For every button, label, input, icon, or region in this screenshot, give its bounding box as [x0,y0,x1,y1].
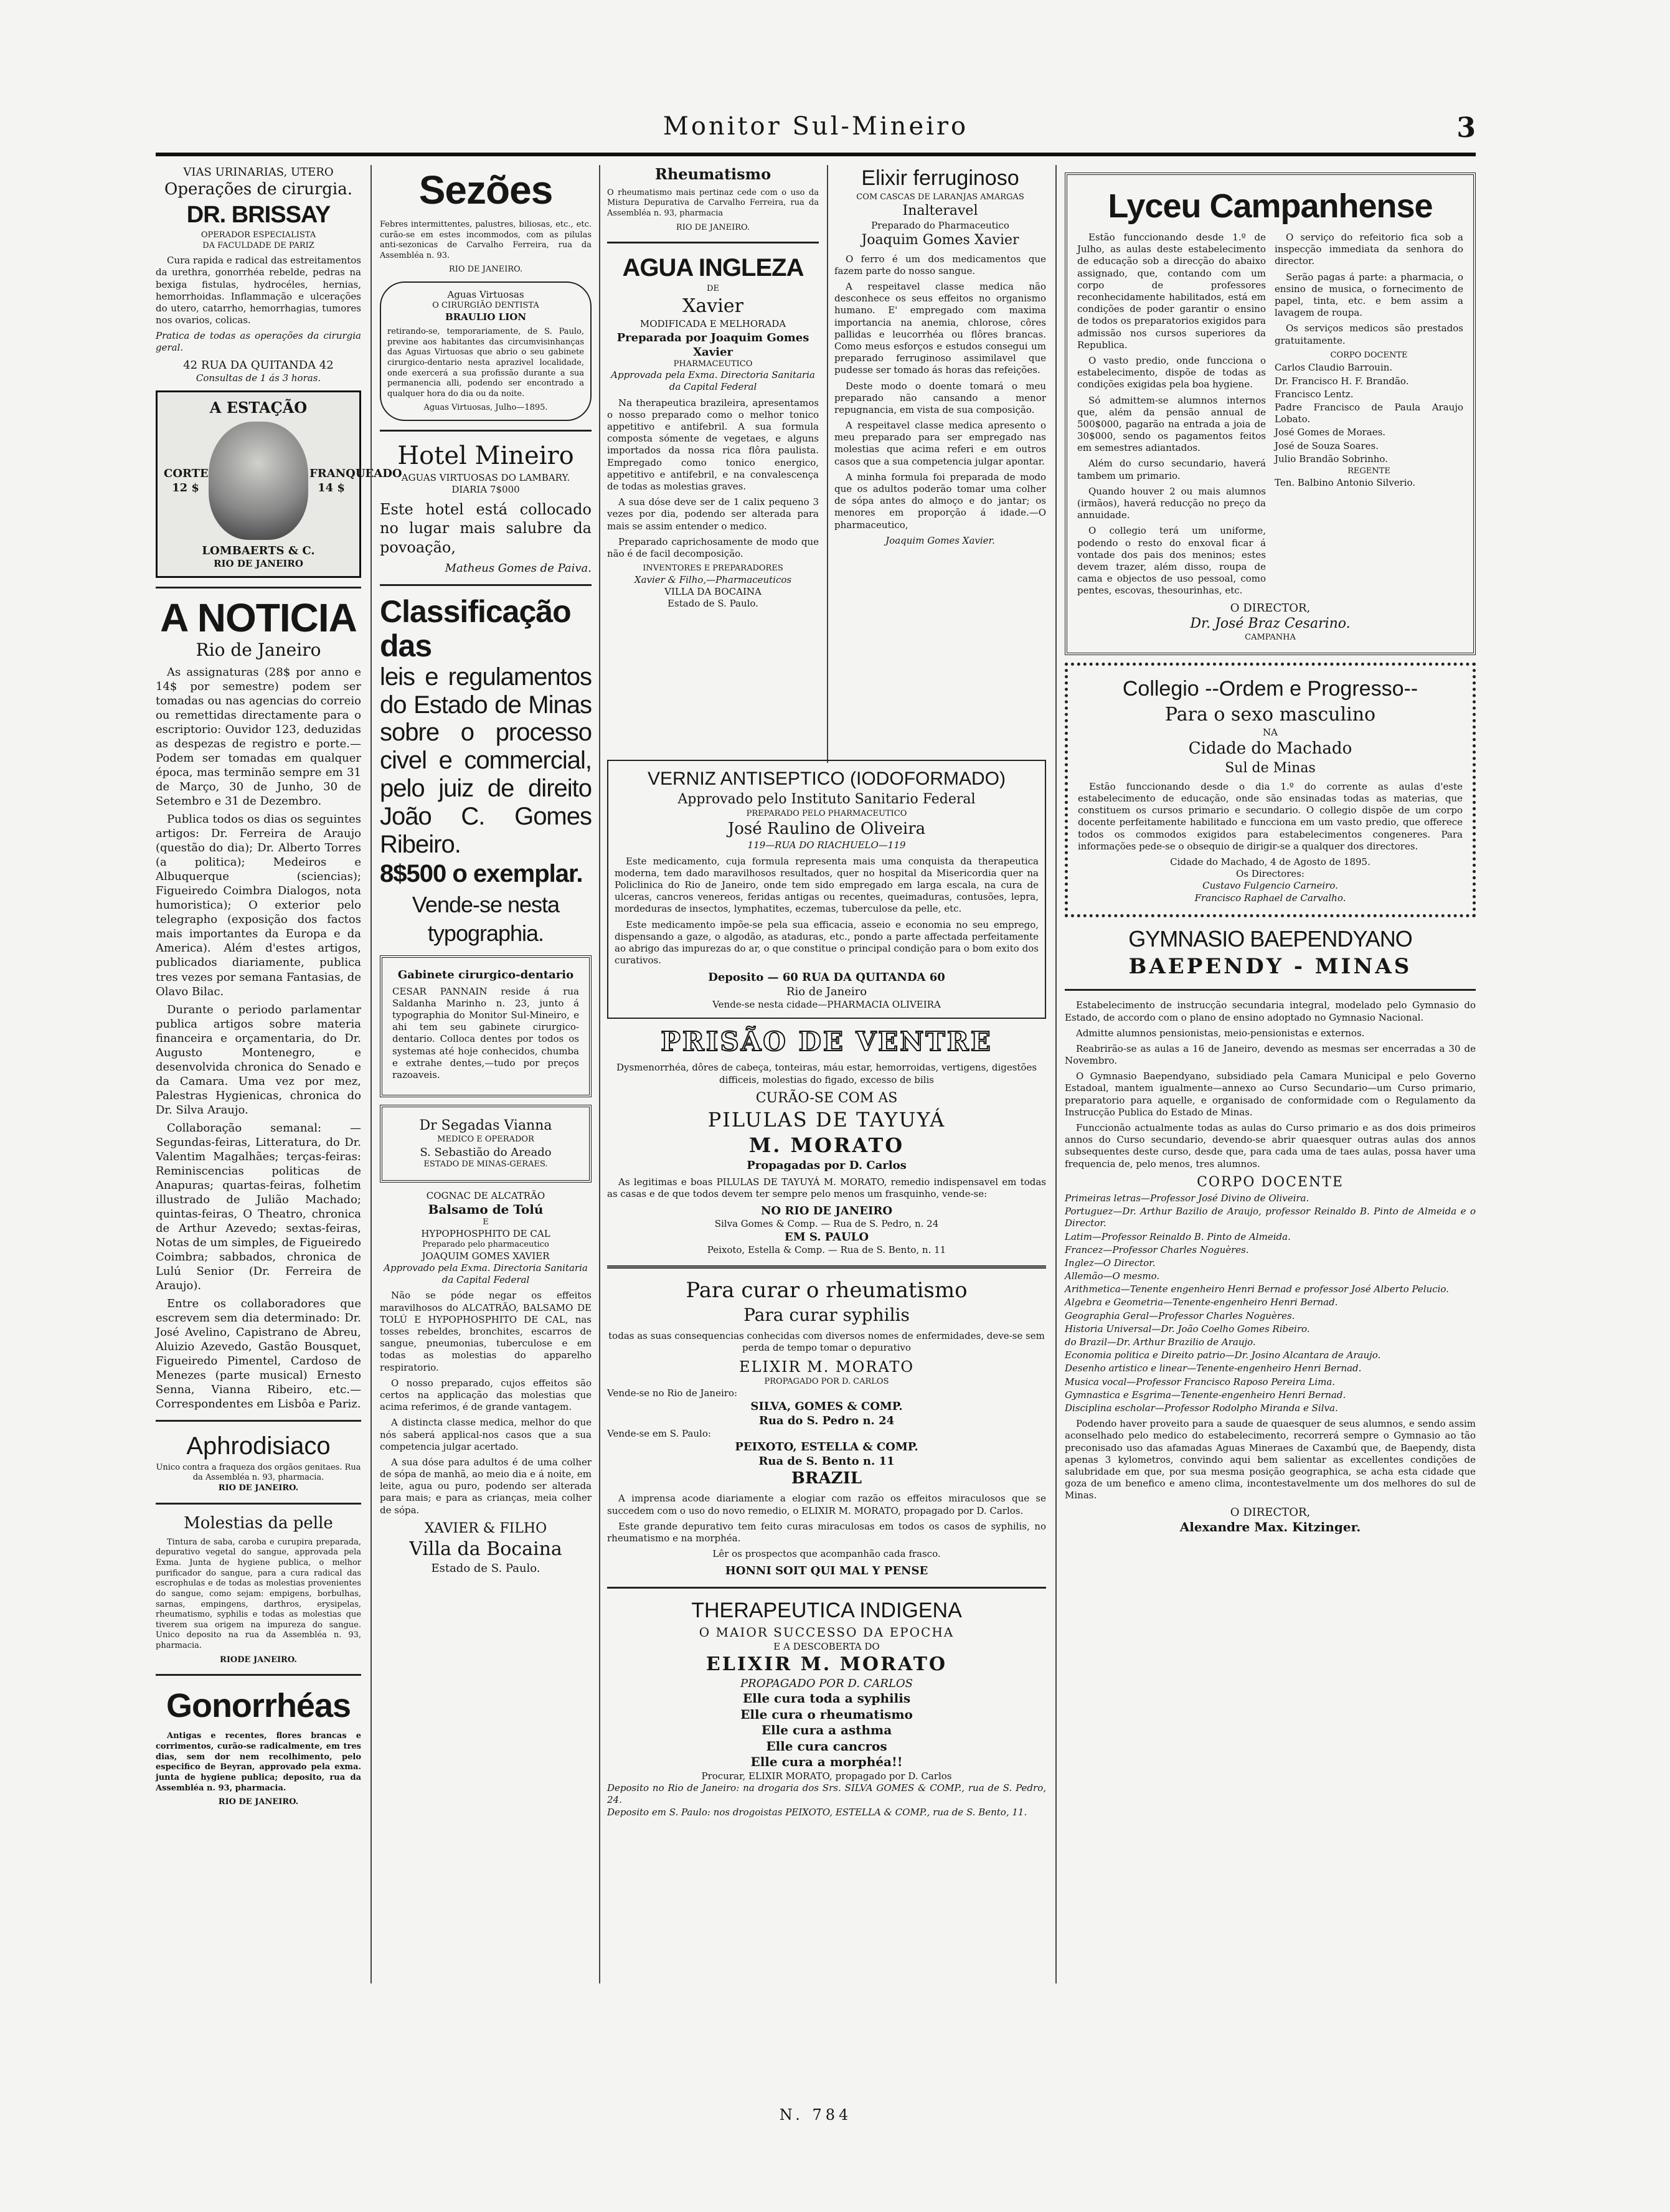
thera-line: Deposito em S. Paulo: nos drogoistas PEIXOTO, ESTELLA & COMP., rua de S. Bento, 11. [607,1806,1027,1818]
verniz-paragraph: Este medicamento impõe-se pela sua efficacia, asseio e economia no seu emprego, dispensando a gaze, o algodão, as ataduras, etc., pondo a parte affectada perfeitamente ao abrigo das impurezas do ar, o que constitue o principal condição para o bom exito dos curativos. [615,919,1039,967]
lyceu-regent-heading: REGENTE [1347,466,1390,476]
verniz-line: Approvado pelo Instituto Sanitario Federal [677,792,976,808]
estacao-publisher: LOMBAERTS & C. [202,544,315,557]
agua-line: Xavier & Filho,—Pharmaceuticos [634,574,792,585]
ad-heading: VIAS URINARIAS, UTERO [183,166,334,179]
ad-molestias-pelle [156,1513,361,1666]
staff-item: Dr. Francisco H. F. Brandão. [1275,375,1409,387]
ad-agua-ingleza [607,252,819,610]
curar-subtitle: Para curar syphilis [743,1305,910,1326]
pelle-body: Tintura de saba, caroba e curupira preparada, depurativo vegetal do sangue, approvada pela Exma. Junta de hygiene publica, o melhor purificador do sangue, para a cura radical das escrophulas e de todas as molestias provenientes do sangue, como sejam: empigens, borbulhas, sarnas, empingens, darthros, erysipelas, rheumatismo, syphilis e todas as molestias que tiverem sua origem na impureza do sangue. Unico deposito na rua da Assembléa n. 93, pharmacia. [156,1537,361,1651]
ad-classificacao [380,595,592,948]
collegio-date: Cidade do Machado, 4 de Agosto de 1895. [1170,856,1370,867]
gym-director-label: O DIRECTOR, [1230,1506,1311,1520]
ad-address: 42 RUA DA QUITANDA 42 [183,358,334,372]
hotel-price: DIARIA 7$000 [451,484,520,496]
ad-aphrodisiaco [156,1430,361,1493]
collegio-title: Collegio --Ordem e Progresso-- [1122,677,1418,701]
ad-gabinete [380,955,592,1098]
ad-segadas-vianna [380,1105,592,1182]
lyceu-place: CAMPANHA [1245,632,1296,642]
estacao-price-left: CORTE 12 $ [164,466,209,494]
curar-paragraph: Lêr os prospectos que acompanhão cada frasco. [712,1548,941,1560]
curar-line: SILVA, GOMES & COMP. [750,1399,903,1413]
divider [156,1674,361,1676]
elixir-paragraph: A respeitavel classe medica apresento o meu preparado para ser empregado nas molestias que acima referi e em outros casos que a sua competencia julgar apontar. [834,420,1046,467]
elixir-line: Inalteravel [902,203,978,219]
noticia-paragraph: Publica todos os dias os seguintes artigos: Dr. Ferreira de Araujo (questão do dia); Dr. Alberto Torres (a politica); Medeiros e Albuquerque (sciencias); Figueiredo Coimbra Dialogos, nota humoristica); O exterior pelo telegrapho (exposição dos factos mais importantes da Europa e da America). Além d'estes artigos, publicados diariamente, publica tres vezes por semana Fantasias, de Olavo Bilac. [156,813,361,998]
thera-title: THERAPEUTICA INDIGENA [691,1599,962,1623]
staff-item: Historia Universal—Dr. João Coelho Gomes Ribeiro. [1065,1323,1310,1335]
staff-item: Padre Francisco de Paula Araujo Lobato. [1275,401,1463,425]
gono-city: RIO DE JANEIRO. [218,1797,299,1807]
cognac-sign: XAVIER & FILHO [424,1520,547,1536]
staff-item: Inglez—O Director. [1065,1257,1156,1269]
sezoes-body: Febres intermittentes, palustres, biliosas, etc., etc. curão-se em estes incommodos, com as pilulas anti-sezonicas de Carvalho Ferreira, rua da Assembléa n. 93. [380,219,592,260]
curar-line: ELIXIR M. MORATO [738,1358,915,1376]
gym-paragraph: Reabrirão-se as aulas a 16 de Janeiro, devendo as mesmas ser encerradas a 30 de Novembro. [1065,1042,1476,1067]
rheum-city: RIO DE JANEIRO. [676,222,750,232]
elixir-signature: Joaquim Gomes Xavier. [885,534,995,546]
cognac-paragraph: A distincta classe medica, melhor do que nós saberá applical-nos casos que a sua competencia julgar acertado. [380,1417,592,1452]
curar-line: Vende-se em S. Paulo: [607,1427,711,1439]
portrait-illustration [209,422,308,540]
elixir-line: Joaquim Gomes Xavier [861,232,1019,248]
ad-lyceu-campanhense [1065,173,1476,655]
lyceu-paragraph: Além do curso secundario, haverá tambem um primario. [1077,458,1266,481]
verniz-city: Rio de Janeiro [786,985,867,999]
hotel-body: Este hotel está collocado no lugar mais salubre da povoação, [380,500,592,557]
gym-paragraph: Funccionão actualmente todas as aulas do Curso primario e as dos dois primeiros annos do Curso secundario, devendo-se abrir quaesquer outras aulas dos annos subsequentes deste curso, desde que, para cada uma de taes aulas, possa haver uma frequencia de, pelo menos, tres alumnos. [1065,1122,1476,1170]
gym-paragraph: Admitte alumnos pensionistas, meio-pensionistas e externos. [1076,1027,1365,1039]
ad-body: Pratica de todas as operações da cirurgia geral. [156,330,361,354]
prisao-line: PILULAS DE TAYUYÁ [707,1107,946,1132]
page-header-title: Monitor Sul-Mineiro [663,112,969,141]
staff-item: Algebra e Geometria—Tenente-engenheiro Henri Bernad. [1065,1297,1338,1308]
gym-paragraph: Podendo haver proveito para a saude de quaesquer de seus alumnos, e sendo assim aconselhado pelo medico do estabelecimento, recorrerá sempre o Gymnasio ao tão preconisado uso das afamadas Aguas Mineraes de Caxambú que, de Baependy, dista apenas 3 kylometros, convindo aqui bem salientar as excellentes condições de salubridade em que, por sua mesma posição geographica, se acha esta cidade que goza de um benefico e ameno clima, incontestavelmente um dos melhores do sul de Minas. [1065,1418,1476,1501]
gym-title: GYMNASIO BAEPENDYANO [1128,925,1412,952]
aguas-line: O CIRURGIÃO DENTISTA [432,301,539,311]
divider [607,242,819,243]
classif-body: leis e regulamentos do Estado de Minas sobre o processo civel e commercial, pelo juiz de direito João C. Gomes Ribeiro. [380,663,592,858]
cognac-paragraph: Não se póde negar os effeitos maravilhosos do ALCATRÃO, BALSAMO DE TOLÚ E HYPOPHOSPHITO DE CAL, nas tosses rebeldes, bronchites, escarros de sangue, pneumonias, tuberculose e em todas as molestias do apparelho respiratorio. [380,1290,592,1373]
prisao-line: As legitimas e boas PILULAS DE TAYUYÁ M. MORATO, remedio indispensavel em todas as casas e de que todos devem ter sempre pelo menos um frasquinho, vende-se: [607,1176,1046,1199]
noticia-paragraph: As assignaturas (28$ por anno e 14$ por semestre) podem ser tomadas ou nas agencias do correio ou remettidas directamente para o escriptorio: Ouvidor 123, deduzidas as despezas de registro e porte.—Podem ser tomadas em qualquer época, mas terminão sempre em 31 de Março, 30 de Junho, 30 de Setembro e 31 de Dezembro. [156,665,361,808]
middle-block [607,754,1046,2024]
lyceu-paragraph: O vasto predio, onde funcciona o estabelecimento, dispõe de todas as condições exigidas pela boa hygiene. [1077,354,1266,390]
hotel-title: Hotel Mineiro [397,442,574,471]
collegio-signature: Custavo Fulgencio Carneiro. [1202,880,1338,892]
gym-signature: Alexandre Max. Kitzinger. [1179,1520,1361,1535]
lyceu-director-label: O DIRECTOR, [1230,601,1311,615]
staff-item: José Gomes de Moraes. [1275,427,1386,438]
curar-line: Vende-se no Rio de Janeiro: [607,1387,738,1399]
agua-line: MODIFICADA E MELHORADA [639,318,786,330]
lyceu-regent-name: Ten. Balbino Antonio Silverio. [1275,476,1416,488]
lyceu-signature: Dr. José Braz Cesarino. [1190,615,1351,631]
thera-line: O MAIOR SUCCESSO DA EPOCHA [699,1624,955,1640]
gono-title: Gonorrhéas [166,1687,351,1725]
curar-paragraph: todas as suas consequencias conhecidas com diversos nomes de enfermidades, deve-se sem perda de tempo tomar o depurativo [608,1330,1045,1354]
ad-elixir-ferruginoso [834,165,1046,547]
curar-paragraph: Este grande depurativo tem feito curas miraculosas em todos os casos de syphilis, no rheumatismo e na morphéa. [607,1520,1046,1544]
staff-item: Geographia Geral—Professor Charles Noguères. [1065,1310,1295,1321]
staff-item: Julio Brandão Sobrinho. [1275,453,1388,465]
prisao-line: Propagadas por D. Carlos [747,1158,907,1172]
ad-line: OPERADOR ESPECIALISTA [200,230,316,240]
rheum-body: O rheumatismo mais pertinaz cede com o uso da Mistura Depurativa de Carvalho Ferreira, rua da Assembléa n. 93, pharmacia [607,187,819,218]
cognac-line: JOAQUIM GOMES XAVIER [422,1250,550,1262]
segadas-place: S. Sebastião do Areado [420,1146,552,1160]
thera-line: Deposito no Rio de Janeiro: na drogaria dos Srs. SILVA GOMES & COMP., rua de S. Pedro, 24. [607,1782,1046,1806]
curar-title: Para curar o rheumatismo [686,1277,968,1303]
ad-hours: Consultas de 1 ás 3 horas. [196,372,321,384]
ad-gymnasio [1065,925,1476,1536]
pelle-title: Molestias da pelle [184,1513,333,1533]
gono-body: Antigas e recentes, flores brancas e corrimentos, curão-se radicalmente, em tres dias, sem dor nem recolhimento, pelo especifico de Beyran, approvado pela exma. junta de hygiene publica; deposito, rua da Assembléa n. 93, pharmacia. [156,1731,361,1793]
cognac-paragraph: A sua dóse para adultos é de uma colher de sópa de manhã, ao meio dia e á noite, em leite, agua ou puro, podendo ser alterada para mais; e para as crianças, meia colher de sópa. [380,1456,592,1516]
sezoes-title: Sezões [418,168,553,212]
gabinete-body: CESAR PANNAIN reside á rua Saldanha Marinho n. 23, junto á typographia do Monitor Sul-Mineiro, e ahi tem seu gabinete cirurgico-dentario. Colloca dentes por todos os systemas até hoje conhecidos, chumba e extrahe dentes,—tudo por preços razoaveis. [392,985,579,1081]
staff-item: Gymnastica e Esgrima—Tenente-engenheiro Henri Bernad. [1065,1389,1346,1401]
masthead [156,112,1476,149]
gym-paragraph: O Gymnasio Baependyano, subsidiado pela Camara Municipal e pelo Governo Estadoal, mantem igualmente—annexo ao Curso Secundario—um Curso primario, preparatorio para aquelle, e organisado de conformidade com o Regulamento da Instrucção Publica do Estado de Minas. [1065,1071,1476,1118]
lyceu-staff-list [1275,362,1463,465]
staff-item: Francisco Lentz. [1275,388,1354,400]
ad-collegio [1065,663,1476,917]
staff-item: Latim—Professor Reinaldo B. Pinto de Almeida. [1065,1231,1291,1242]
ad-therapeutica [607,1597,1046,1818]
aguas-title: Aguas Virtuosas [447,289,524,301]
agua-line: Approvada pela Exma. Directoria Sanitaria da Capital Federal [611,369,815,393]
aguas-body: retirando-se, temporariamente, de S. Paulo, previne aos habitantes das circumvisinhanças das Aguas Virtuosas que abrio o seu gabinete cirurgico-dentario nesta aprazivel localidade, onde exercerá a sua profissão durante a sua permanencia alli, podendo ser encontrado a qualquer hora do dia ou da noite. [387,327,584,399]
thera-line: Elle cura toda a syphilis [742,1691,911,1706]
ad-verniz [607,760,1046,1019]
ad-line: DA FACULDADE DE PARIZ [202,240,314,250]
cognac-sign: Estado de S. Paulo. [431,1562,540,1576]
staff-item: Allemão—O mesmo. [1065,1270,1160,1282]
collegio-line: NA [1263,727,1278,739]
staff-item: Carlos Claudio Barrouin. [1275,362,1393,374]
agua-line: DE [707,284,719,294]
ad-curar-rheumatismo [607,1277,1046,1579]
divider [156,587,361,588]
curar-paragraph: A imprensa acode diariamente a elogiar com razão os effeitos miraculosos que se succedem com o uso do novo remedio, o ELIXIR M. MORATO, propagado por D. Carlos. [607,1493,1046,1516]
sezoes-city: RIO DE JANEIRO. [448,265,523,275]
aphro-title: Aphrodisiaco [186,1432,331,1460]
aguas-date: Aguas Virtuosas, Julho—1895. [423,403,548,413]
prisao-line: M. MORATO [748,1133,905,1157]
gym-staff-list [1065,1193,1476,1414]
staff-item: do Brazil—Dr. Arthur Brazilio de Araujo. [1065,1336,1256,1348]
ad-prisao-ventre [607,1025,1046,1257]
agua-line: INVENTORES E PREPARADORES [643,564,783,574]
column-3 [607,165,819,744]
aphro-body: Unico contra a fraqueza dos orgãos genitaes. Rua da Assembléa n. 93, pharmacia. [156,1462,361,1483]
curar-motto: HONNI SOIT QUI MAL Y PENSE [725,1564,928,1578]
divider [1065,989,1476,991]
verniz-title: VERNIZ ANTISEPTICO (IODOFORMADO) [647,768,1006,789]
segadas-line: MEDICO E OPERADOR [437,1135,534,1145]
staff-item: Desenho artistico e linear—Tenente-engenheiro Henri Bernad. [1065,1363,1362,1374]
column-5 [1065,165,1476,2033]
column-4 [834,165,1046,744]
divider [607,1265,1046,1269]
estacao-advert-image [156,390,402,578]
agua-line: Estado de S. Paulo. [668,598,758,610]
verniz-line: José Raulino de Oliveira [727,820,926,839]
agua-line: Xavier [682,295,743,318]
page-number: 3 [1456,112,1476,144]
agua-line: VILLA DA BOCAINA [664,585,762,597]
segadas-title: Dr Segadas Vianna [419,1118,552,1134]
ad-sezoes [380,165,592,275]
prisao-line: Silva Gomes & Comp. — Rua de S. Pedro, n. 24 [714,1218,939,1230]
cognac-paragraph: O nosso preparado, cujos effeitos são certos na applicação das molestias que acima referimos, é de grande vantagem. [380,1377,592,1413]
prisao-line: Dysmenorrhéa, dôres de cabeça, tonteiras, máu estar, hemorroidas, vertigens, digestões difficeis, molestias do figado, excesso de bilis [616,1062,1037,1085]
aphro-city: RIO DE JANEIRO. [218,1483,299,1493]
thera-line: Elle cura a asthma [761,1723,892,1738]
cognac-line: Preparado pelo pharmaceutico [422,1240,549,1250]
verniz-paragraph: Este medicamento, cuja formula representa mais uma conquista da therapeutica moderna, tem dado maravilhosos resultados, quer no hospital da Misericordia quer na Policlinica do Rio de Janeiro, onde tem sido empregado em larga escala, na cura de ulceras, cancros venereos, feridas antigas ou recentes, queimaduras, contusões, lepra, mordeduras de insectos, lymphatites, eczemas, tuberculose da pelle, etc. [615,855,1039,915]
elixir-line: Preparado do Pharmaceutico [871,220,1009,232]
verniz-deposit: Deposito — 60 RUA DA QUITANDA 60 [708,971,945,985]
ad-hotel-mineiro [380,440,592,575]
agua-paragraph: A sua dóse deve ser de 1 calix pequeno 3 vezes por dia, podendo ser alterada para mais se assim entender o medico. [607,496,819,532]
cognac-line: Approvado pela Exma. Directoria Sanitaria da Capital Federal [384,1262,588,1286]
estacao-title: A ESTAÇÃO [209,398,308,417]
thera-line: Elle cura a morphéa!! [750,1754,903,1770]
staff-item: Francez—Professor Charles Noguères. [1065,1244,1249,1255]
ad-aguas-virtuosas [380,281,592,421]
divider [607,1587,1046,1589]
cognac-line: HYPOPHOSPHITO DE CAL [421,1228,550,1240]
prisao-line: Peixoto, Estella & Comp. — Rua de S. Bento, n. 11 [707,1244,946,1256]
classif-title: Classificação das [380,593,571,663]
lyceu-paragraph: Só admittem-se alumnos internos que, além da pensão annual de 500$000, pagarão na entrada a joia de 30$000, sendo os pagamentos feitos em semestres adiantados. [1077,394,1266,454]
ad-doctor-name: DR. BRISSAY [186,202,331,229]
collegio-paragraph: Estão funccionando desde o dia 1.º do corrente as aulas d'este estabelecimento de educação, onde são ensinadas todas as materias, que constituem os cursos primario e secundario. O collegio dispõe de um corpo docente perfeitamente habilitado e funcciona em um vasto predio, que offerece todos os commodos exigidos para estabelecimentos congeneres. Para informações pede-se o obsequio de dirigir-se a qualquer dos directores. [1078,780,1463,852]
elixir-paragraph: A minha formula foi preparada de modo que os adultos poderão tomar uma colher de sópa antes do almoço e do jantar; os menores em proporção á idade.—O pharmaceutico, [834,471,1046,531]
lyceu-paragraph: Serão pagas á parte: a pharmacia, o ensino de musica, o fornecimento de papel, tinta, etc. e bem assim a lavagem de roupa. [1275,271,1463,319]
issue-number: N. 784 [779,2106,852,2124]
agua-paragraph: Preparado caprichosamente de modo que não é de facil decomposição. [607,536,819,559]
lyceu-paragraph: Estão funccionando desde 1.º de Julho, as aulas deste estabelecimento de educação sob a direcção do abaixo assignado, que, contando com um corpo de professores reconhecidamente habilitados, está em condições de poder garantir o ensino de todos os preparatorios exigidos para admissão nos cursos superiores da Republica. [1077,232,1266,351]
staff-item: Portuguez—Dr. Arthur Bazilio de Araujo, professor Reinaldo B. Pinto de Almeida e o Director. [1065,1206,1476,1229]
curar-line: PEIXOTO, ESTELLA & COMP. [735,1440,918,1454]
cognac-line: E [483,1217,489,1227]
noticia-paragraph: Durante o periodo parlamentar publica artigos sobre materia financeira e orçamentaria, do Dr. Augusto Montenegro, e desenvolvida chronica do Senado e da Camara. Uma vez por mez, Palestras Hygienicas, chronica do Dr. Silva Araujo. [156,1003,361,1117]
agua-paragraph: Na therapeutica brazileira, apresentamos o nosso preparado como o melhor tonico appetitivo e antifebril. A sua formula composta sómente de vegetaes, e alguns importados da nossa rica flôra paulista. Empregado como tonico energico, appetitivo e antifebril, e na convalescença de todas as molestias graves. [607,397,819,492]
staff-item: Economia politica e Direito patrio—Dr. Josino Alcantara de Araujo. [1065,1349,1381,1361]
lyceu-paragraph: Os serviços medicos são prestados gratuitamente. [1275,323,1463,346]
lyceu-staff-heading: CORPO DOCENTE [1330,350,1408,360]
verniz-line: PREPARADO PELO PHARMACEUTICO [746,808,907,818]
curar-line: Rua do S. Pedro n. 24 [758,1414,895,1427]
hotel-subtitle: AGUAS VIRTUOSAS DO LAMBARY. [401,472,570,484]
estacao-price-right: FRANQUEADO 14 $ [309,466,402,494]
thera-line: Procurar, ELIXIR MORATO, propagado por D. Carlos [701,1770,952,1782]
gym-staff-heading: CORPO DOCENTE [1197,1174,1344,1190]
aguas-dentist-name: BRAULIO LION [445,311,527,323]
ad-noticia [156,597,361,1412]
collegio-line: Para o sexo masculino [1164,703,1376,726]
gym-subtitle: BAEPENDY - MINAS [1128,953,1412,979]
ad-rheumatismo [607,165,819,233]
noticia-paragraph: Collaboração semanal: — Segundas-feiras, Litteratura, do Dr. Valentim Magalhães; terças-feiras: Reminiscencias politicas de Anapuras; quartas-feiras, folhetim illustrado de Julião Machado; quintas-feiras, O Theatro, chronica de Arthur Azevedo; sextas-feiras, Notas de um simples, de Figueiredo Coimbra; sabbados, chronica de Lulú Senior (Dr. Ferreira de Araujo). [156,1121,361,1293]
column-2 [380,165,592,2033]
ad-vias-urinarias [156,165,361,384]
gabinete-title: Gabinete cirurgico-dentario [397,968,574,981]
newspaper-page [156,93,1476,2148]
ad-cognac [380,1190,592,1576]
elixir-paragraph: O ferro é um dos medicamentos que fazem parte do nosso sangue. [834,253,1046,276]
noticia-subtitle: Rio de Janeiro [196,640,321,661]
verniz-sale: Vende-se nesta cidade—PHARMACIA OLIVEIRA [712,999,941,1011]
curar-line: BRAZIL [791,1469,862,1488]
ad-body: Cura rapida e radical das estreitamentos da urethra, gonorrhéa rebelde, pedras na bexiga fistulas, hydrocéles, hernias, hemorrhoidas. Inflammação e ulcerações do utero, catarrho, hemorrhagias, tumores nos ovarios, colicas. [156,255,361,326]
staff-item: Arithmetica—Tenente engenheiro Henri Bernad e professor José Alberto Pelucio. [1065,1283,1449,1295]
prisao-line: EM S. PAULO [784,1231,869,1244]
column-rule [1055,165,1057,1983]
thera-line: ELIXIR M. MORATO [705,1653,948,1675]
curar-line: Rua de S. Bento n. 11 [758,1455,895,1468]
rheum-title: Rheumatismo [654,165,771,183]
collegio-line: Sul de Minas [1225,760,1316,776]
staff-item: Primeiras letras—Professor José Divino de Oliveira. [1065,1192,1309,1204]
lyceu-paragraph: O serviço do refeitorio fica sob a inspecção immediata da senhora do director. [1275,232,1463,267]
gym-paragraph: Estabelecimento de instrucção secundaria integral, modelado pelo Gymnasio do Estado, de accordo com o plano de ensino adoptado no Gymnasio Nacional. [1065,1000,1476,1023]
noticia-title: A NOTICIA [160,595,357,640]
staff-item: Disciplina escholar—Professor Rodolpho Miranda e Silva. [1065,1402,1338,1414]
estacao-city: RIO DE JANEIRO [214,557,303,569]
classif-sale: Vende-se nesta typographia. [412,891,560,946]
thera-line: Elle cura o rheumatismo [740,1706,913,1722]
lyceu-paragraph: O collegio terá um uniforme, podendo o resto do enxoval ficar á vontade dos pais dos meninos; estes devem trazer, além disso, roupa de cama e objectos de uso pessoal, como pentes, escovas, thesourinhas, etc. [1077,525,1266,597]
thera-line: PROPAGADO POR D. CARLOS [740,1677,913,1691]
column-rule [827,165,828,763]
lyceu-paragraph: Quando houver 2 ou mais alumnos (irmãos), haverá reducção no preço da annuidade. [1077,485,1266,521]
prisao-title: PRISÃO DE VENTRE [661,1026,993,1057]
column-1 [156,165,402,2033]
cognac-subtitle: Balsamo de Tolú [428,1201,544,1217]
prisao-line: CURÃO-SE COM AS [755,1090,898,1106]
collegio-signature: Francisco Raphael de Carvalho. [1194,892,1346,904]
divider [156,1503,361,1505]
staff-item: Musica vocal—Professor Francisco Raposo Pereira Lima. [1065,1376,1336,1387]
cognac-sign: Villa da Bocaina [409,1538,562,1560]
elixir-line: COM CASCAS DE LARANJAS AMARGAS [856,192,1024,202]
elixir-title: Elixir ferruginoso [861,166,1019,190]
header-rule [156,153,1476,156]
staff-item: José de Souza Soares. [1275,440,1379,451]
segadas-state: ESTADO DE MINAS-GERAES. [423,1160,548,1170]
elixir-paragraph: A respeitavel classe medica não desconhece os seus effeitos no organismo humano. E' empregado com maxima importancia na anemia, chlorose, côres pallidas e leucorrhéa ou flôres brancas. Como meus esforços e estudos consegui um preparado ferruginoso assimilavel que pudesse ser tomado ás horas das refeições. [834,281,1046,376]
collegio-line: Cidade do Machado [1188,739,1352,759]
collegio-directors-label: Os Directores: [1236,868,1304,880]
cognac-title: COGNAC DE ALCATRÃO [426,1189,545,1201]
agua-line: PHARMACEUTICO [673,359,753,369]
divider [380,584,592,586]
column-rule [370,165,372,1983]
elixir-paragraph: Deste modo o doente tomará o meu preparado não cansando a menor repugnancia, em vista de sua composição. [834,380,1046,415]
lyceu-title: Lyceu Campanhense [1108,187,1433,225]
ad-gonorrheas [156,1685,361,1807]
verniz-line: 119—RUA DO RIACHUELO—119 [747,839,906,851]
thera-line: Elle cura cancros [766,1738,887,1754]
ad-subheading: Operações de cirurgia. [164,180,352,199]
thera-line: E A DESCOBERTA DO [773,1640,880,1652]
prisao-line: NO RIO DE JANEIRO [760,1204,893,1218]
noticia-paragraph: Entre os collaboradores que escrevem sem dia determinado: Dr. José Avelino, Capistrano de Abreu, Aluizio Azevedo, Gastão Bousquet, Figueiredo Pimentel, Cardoso de Menezes (parte musical) Ernesto Senna, Vianna Ribeiro, etc.—Correspondentes em Lisbôa e Pariz. [156,1297,361,1411]
classif-price: 8$500 o exemplar. [380,860,583,888]
hotel-signature: Matheus Gomes de Paiva. [445,561,592,575]
column-rule [599,165,600,1983]
pelle-city: RIODE JANEIRO. [220,1655,297,1665]
divider [380,430,592,432]
curar-line: PROPAGADO POR D. CARLOS [764,1377,889,1387]
divider [156,1420,361,1422]
agua-title: AGUA INGLEZA [622,254,804,282]
agua-line: Preparada por Joaquim Gomes Xavier [616,331,809,359]
